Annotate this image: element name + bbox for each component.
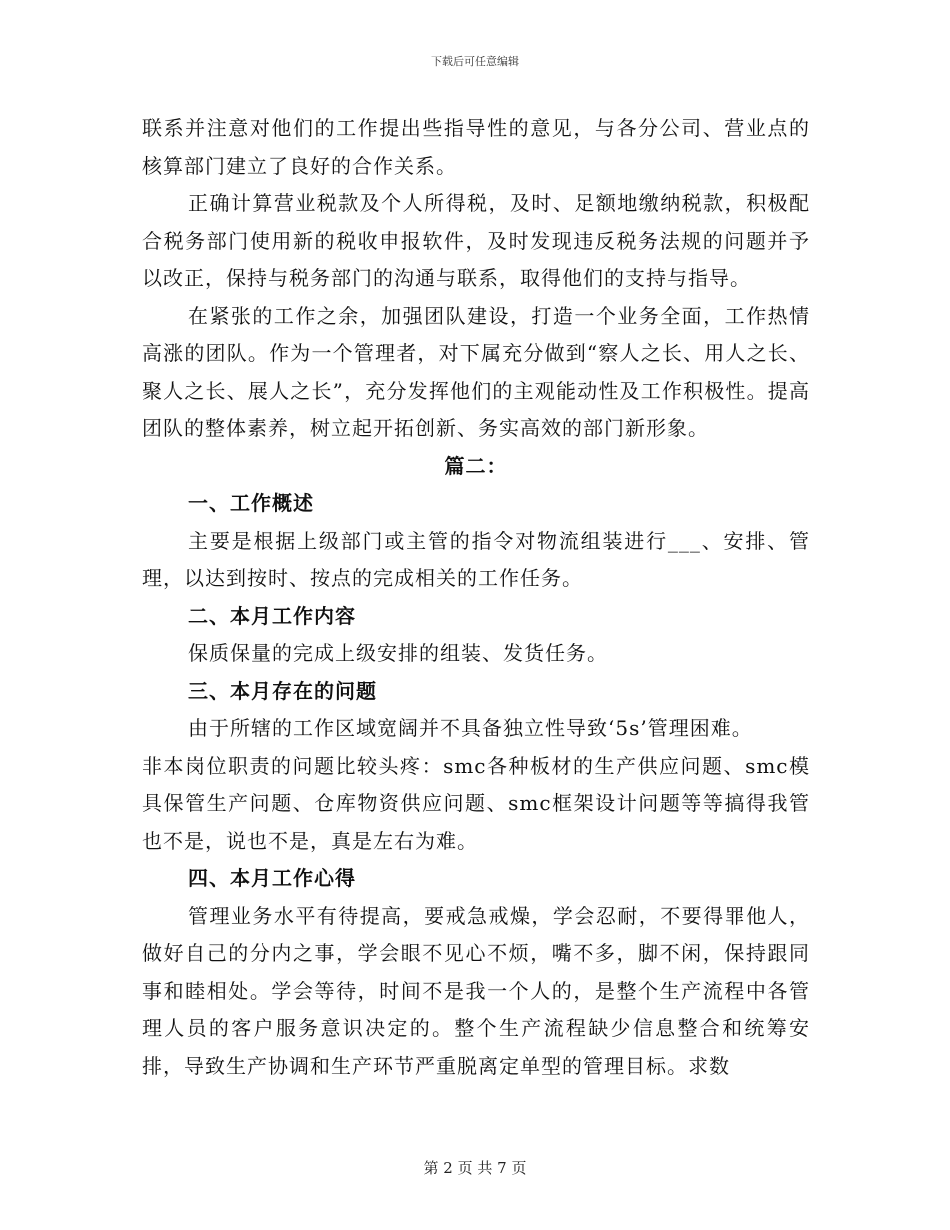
- section-heading-insights: 四、本月工作心得: [188, 866, 356, 890]
- section-text-overview: 主要是根据上级部门或主管的指令对物流组装进行___、安排、管理，以达到按时、按点的完成相关的工作任务。: [142, 528, 810, 590]
- section-text-insights: 管理业务水平有待提高，要戒急戒燥，学会忍耐，不要得罪他人，做好自己的分内之事，学会眼不见心不烦，嘴不多，脚不闲，保持跟同事和睦相处。学会等待，时间不是我一个人的，是整个生产流程中各管理人员的客户服务意识决定的。整个生产流程缺少信息整合和统筹安排，导致生产协调和生产环节严重脱离定单型的管理目标。求数: [142, 903, 810, 1078]
- section-heading-overview: 一、工作概述: [188, 491, 314, 515]
- section-heading-problems: 三、本月存在的问题: [188, 678, 377, 703]
- page-header-note: 下载后可任意编辑: [431, 55, 519, 68]
- paragraph-team: 在紧张的工作之余，加强团队建设，打造一个业务全面，工作热情高涨的团队。作为一个管理者，对下属充分做到“察人之长、用人之长、聚人之长、展人之长”，充分发挥他们的主观能动性及工作积极性。提高团队的整体素养，树立起开拓创新、务实高效的部门新形象。: [142, 303, 810, 440]
- section-heading-content: 二、本月工作内容: [188, 603, 356, 628]
- section-text-problems-detail: 非本岗位职责的问题比较头疼：smc各种板材的生产供应问题、smc模具保管生产问题、仓库物资供应问题、smc框架设计问题等等搞得我管也不是，说也不是，真是左右为难。: [142, 753, 810, 853]
- section-text-content: 保质保量的完成上级安排的组装、发货任务。: [188, 641, 608, 665]
- paragraph-tax: 正确计算营业税款及个人所得税，及时、足额地缴纳税款，积极配合税务部门使用新的税收申报软件，及时发现违反税务法规的问题并予以改正，保持与税务部门的沟通与联系，取得他们的支持与指导。: [142, 191, 810, 290]
- paragraph-continuation: 联系并注意对他们的工作提出些指导性的意见，与各分公司、营业点的核算部门建立了良好的合作关系。: [142, 116, 810, 178]
- document-body: [142, 110, 810, 1085]
- page-number: 第 2 页 共 7 页: [423, 1159, 527, 1177]
- part-title: 篇二：: [444, 453, 508, 478]
- section-text-problems: 由于所辖的工作区域宽阔并不具备独立性导致‘5s’管理困难。: [188, 716, 753, 740]
